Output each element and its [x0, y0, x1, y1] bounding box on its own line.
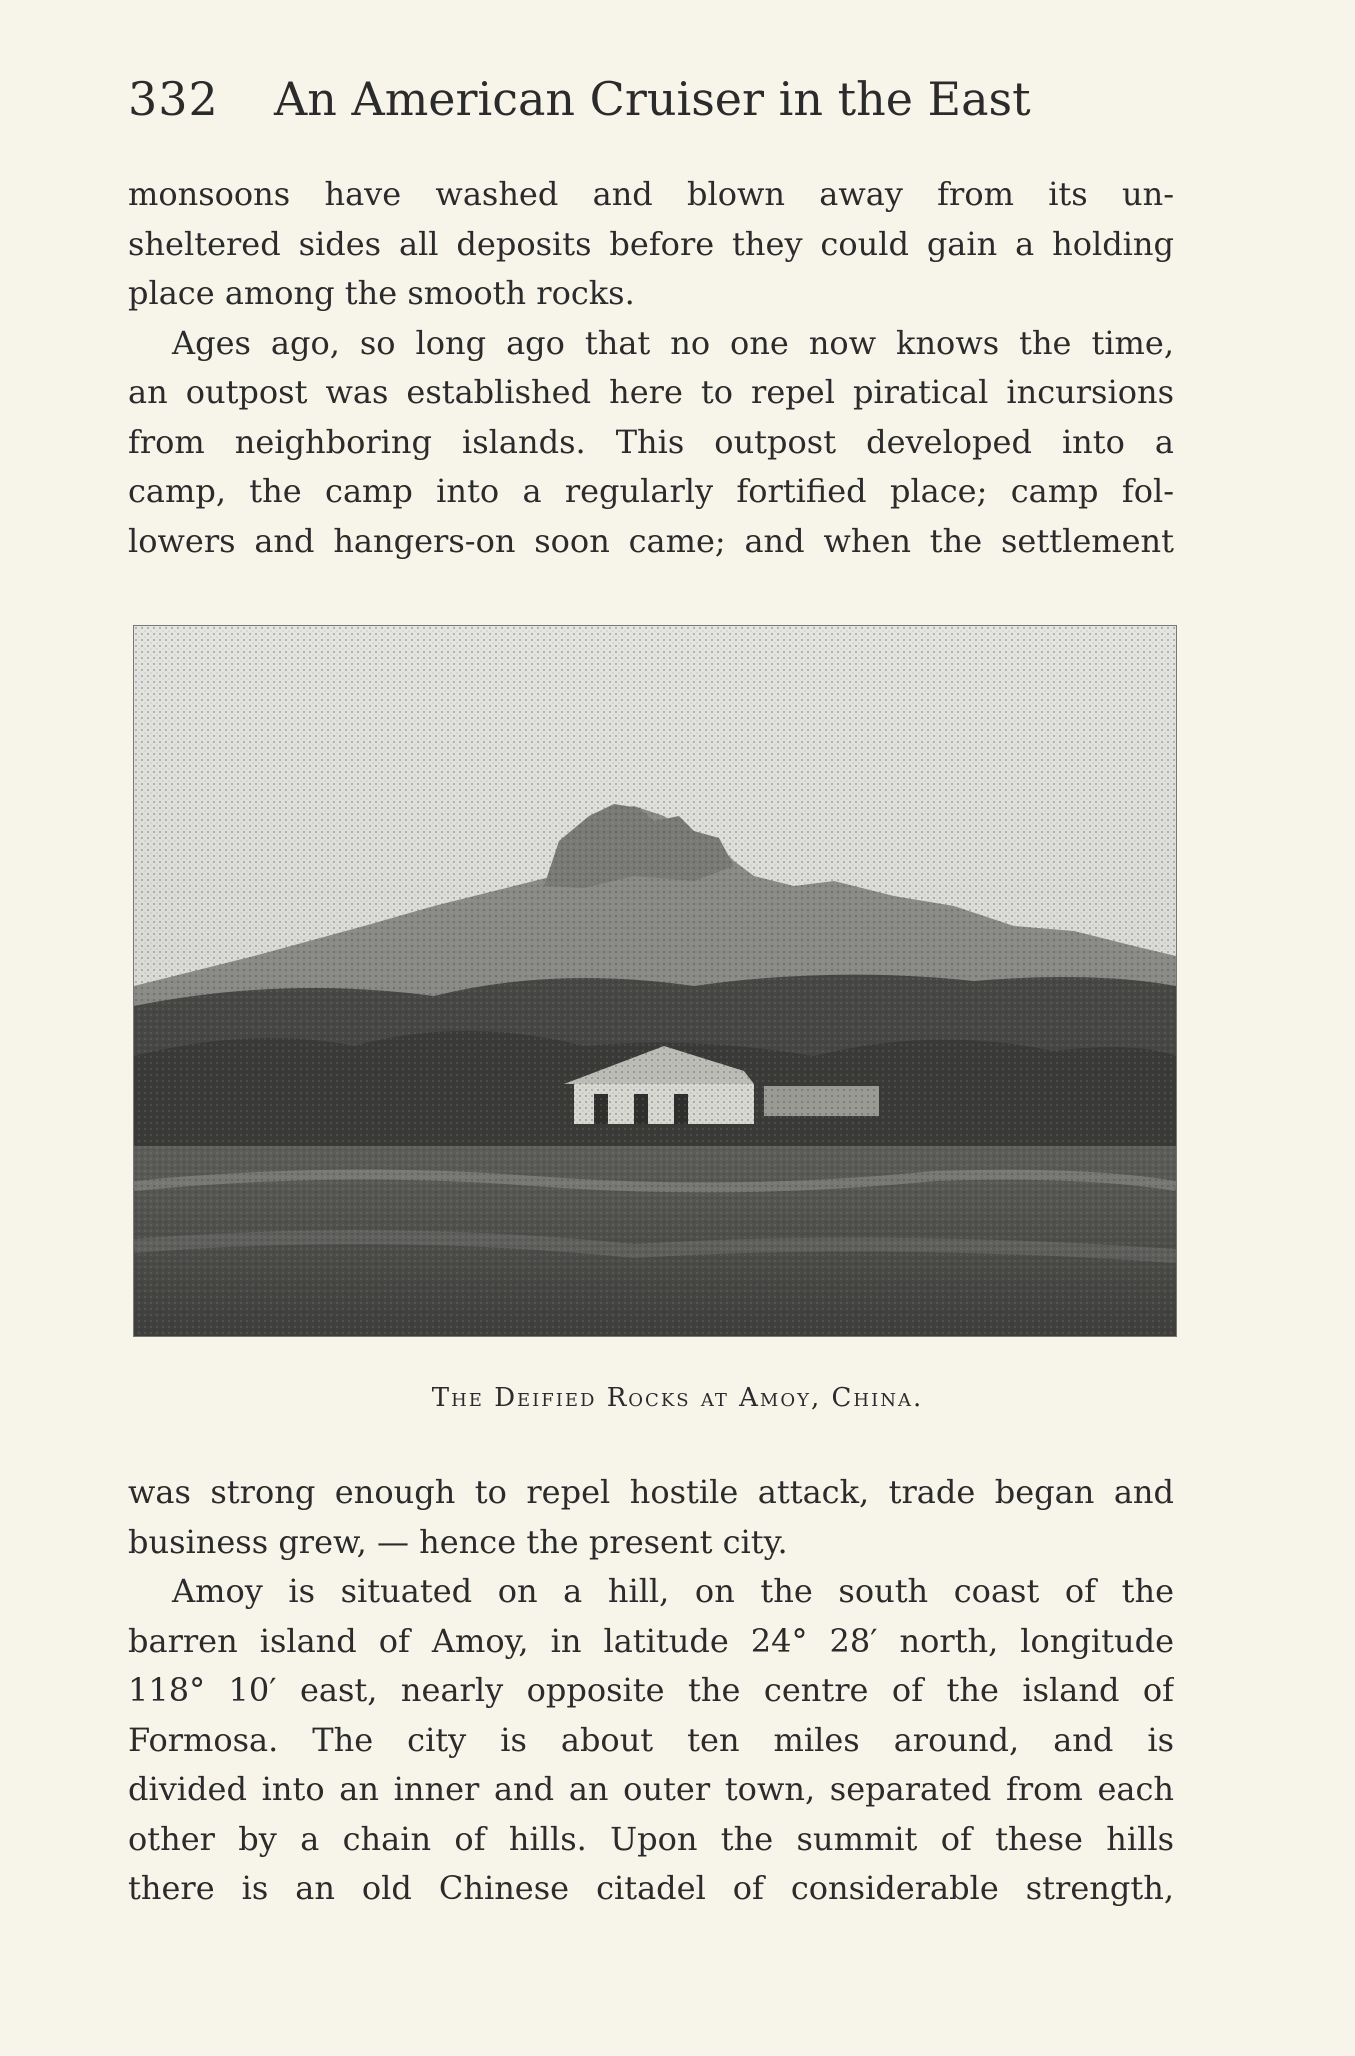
text-line: monsoons have washed and blown away from its un- — [128, 175, 1174, 213]
page-header — [128, 72, 1178, 132]
figure-photograph — [133, 625, 1177, 1337]
text-line: was strong enough to repel hostile attack, trade began and — [128, 1473, 1174, 1511]
text-line: business grew, — hence the present city. — [128, 1522, 788, 1561]
text-line: camp, the camp into a regularly fortified place; camp fol- — [128, 472, 1174, 510]
paragraph — [128, 1468, 1174, 1567]
landscape-illustration — [134, 626, 1176, 1336]
text-line: other by a chain of hills. Upon the summit of these hills — [128, 1819, 1174, 1858]
text-line: 118° 10′ east, nearly opposite the centre of the island of — [128, 1671, 1174, 1709]
text-line: sheltered sides all deposits before they could gain a holding — [128, 224, 1174, 263]
text-line: divided into an inner and an outer town, separated from each — [128, 1770, 1174, 1808]
bottom-text-block — [128, 1468, 1174, 1914]
paragraph — [128, 170, 1174, 319]
text-line: lowers and hangers-on soon came; and when the settlement — [128, 521, 1174, 560]
text-line: Amoy is situated on a hill, on the south coast of the — [172, 1572, 1174, 1610]
paragraph — [128, 319, 1174, 567]
text-line: an outpost was established here to repel piratical incursions — [128, 373, 1174, 411]
running-head: An American Cruiser in the East — [274, 72, 1031, 126]
figure-caption: The Deified Rocks at Amoy, China. — [431, 1383, 924, 1413]
text-line: Formosa. The city is about ten miles around, and is — [128, 1720, 1174, 1759]
text-line: place among the smooth rocks. — [128, 274, 635, 312]
text-line: from neighboring islands. This outpost developed into a — [128, 422, 1174, 461]
paragraph — [128, 1567, 1174, 1914]
page-number: 332 — [128, 72, 219, 126]
text-line: barren island of Amoy, in latitude 24° 28′ north, longitude — [128, 1621, 1174, 1660]
text-line: there is an old Chinese citadel of considerable strength, — [128, 1869, 1174, 1907]
text-line: Ages ago, so long ago that no one now knows the time, — [172, 323, 1174, 362]
top-text-block — [128, 170, 1174, 566]
